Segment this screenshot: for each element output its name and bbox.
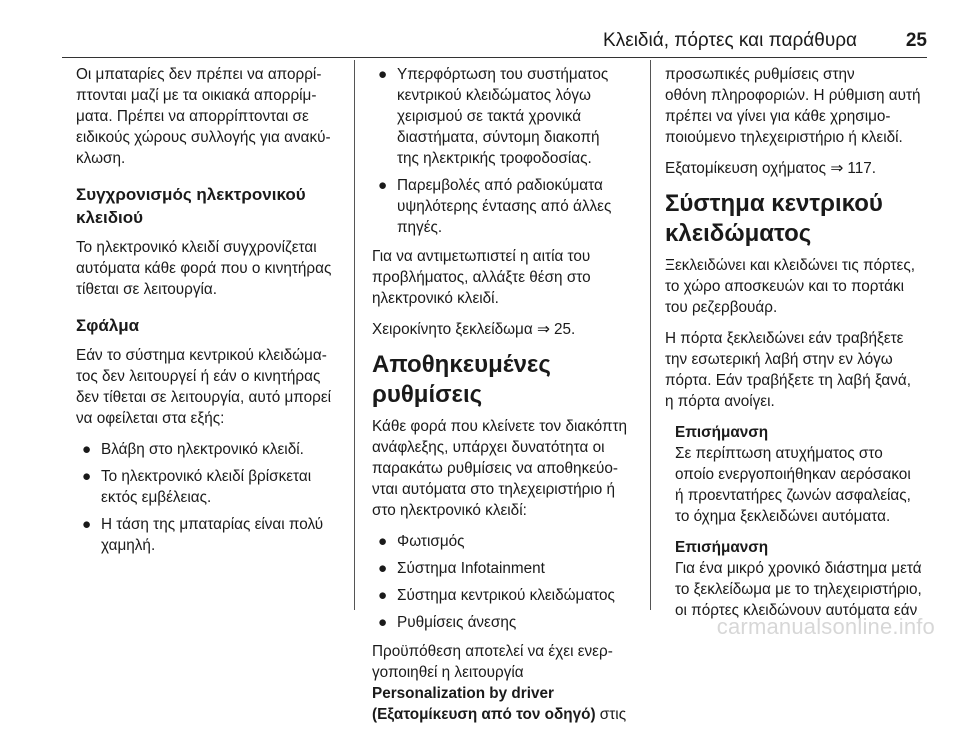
interference-list bbox=[372, 64, 638, 238]
list-item-text: Φωτισμός bbox=[397, 533, 465, 550]
bullet-icon: ● bbox=[378, 560, 388, 577]
section-heading-sync: Συγχρονισμός ηλεκτρονικού κλειδιού bbox=[76, 185, 306, 227]
manual-unlock-link[interactable]: Χειροκίνητο ξεκλείδωμα bbox=[372, 321, 533, 338]
list-item bbox=[372, 531, 638, 552]
watermark: carmanualsonline.info bbox=[716, 614, 935, 639]
page-number: 25 bbox=[905, 30, 927, 51]
column-1 bbox=[76, 64, 348, 564]
prerequisite-intro: Προϋπόθεση αποτελεί να έχει ενερ- γοποιηθεί η λειτουργία bbox=[372, 643, 613, 681]
column-3 bbox=[665, 64, 940, 631]
section-heading-fault: Σφάλμα bbox=[76, 316, 140, 335]
bullet-icon: ● bbox=[378, 66, 388, 83]
list-item bbox=[372, 64, 638, 169]
chapter-title: Κλειδιά, πόρτες και παράθυρα bbox=[603, 30, 857, 51]
list-item-text: Σύστημα κεντρικού κλειδώματος bbox=[397, 587, 615, 604]
section-heading-central-locking: Σύστημα κεντρικού κλειδώματος bbox=[665, 190, 883, 247]
fault-text: Εάν το σύστημα κεντρικού κλειδώμα- τος δεν λειτουργεί ή εάν ο κινητήρας δεν τίθεται σε λειτουργία, αυτό μπορεί να οφείλεται στα εξής: bbox=[76, 347, 332, 427]
column-divider bbox=[650, 60, 651, 610]
battery-disposal-text: Οι μπαταρίες δεν πρέπει να απορρί- πτονται μαζί με τα οικιακά απορρίμ- ματα. Πρέπει να απορρίπτονται σε ειδικούς χώρους συλλογής για ανακύ- κλωση. bbox=[76, 66, 331, 167]
bullet-icon: ● bbox=[82, 468, 92, 485]
column-divider bbox=[354, 60, 355, 610]
list-item-text: Παρεμβολές από ραδιοκύματα υψηλότερης έντασης από άλλες πηγές. bbox=[397, 177, 612, 236]
header-rule bbox=[62, 57, 927, 58]
list-item-text: Ρυθμίσεις άνεσης bbox=[397, 614, 517, 631]
list-item-text: Σύστημα Infotainment bbox=[397, 560, 545, 577]
continuation-text: προσωπικές ρυθμίσεις στην οθόνη πληροφοριών. Η ρύθμιση αυτή πρέπει να γίνει για κάθε χρησιμο- ποιούμενο τηλεχειριστήριο ή κλειδί. bbox=[665, 66, 921, 146]
central-locking-text: Ξεκλειδώνει και κλειδώνει τις πόρτες, το χώρο αποσκευών και το πορτάκι του ρεζερβουάρ. bbox=[665, 257, 915, 316]
page-header bbox=[0, 0, 960, 60]
fault-list bbox=[76, 439, 348, 556]
bullet-icon: ● bbox=[378, 587, 388, 604]
personalization-reference bbox=[665, 158, 940, 179]
personalization-link[interactable]: Εξατομίκευση οχήματος bbox=[665, 160, 827, 177]
bullet-icon: ● bbox=[378, 614, 388, 631]
list-item bbox=[372, 558, 638, 579]
bullet-icon: ● bbox=[378, 177, 388, 194]
bullet-icon: ● bbox=[82, 516, 92, 533]
note-airbag bbox=[665, 422, 940, 527]
list-item-text: Το ηλεκτρονικό κλειδί βρίσκεται εκτός εμβέλειας. bbox=[101, 468, 312, 506]
personalization-option-label: Personalization by driver (Εξατομίκευση από τον οδηγό) bbox=[372, 685, 596, 723]
sync-text: Το ηλεκτρονικό κλειδί συγχρονίζεται αυτόματα κάθε φορά που ο κινητήρας τίθεται σε λειτουργία. bbox=[76, 239, 332, 298]
list-item bbox=[76, 514, 348, 556]
page-ref-arrow-icon: ⇒ bbox=[830, 160, 844, 177]
prerequisite-text bbox=[372, 641, 638, 725]
list-item bbox=[372, 585, 638, 606]
list-item-text: Η τάση της μπαταρίας είναι πολύ χαμηλή. bbox=[101, 516, 324, 554]
manual-unlock-page[interactable]: 25. bbox=[554, 321, 576, 338]
note-text: Για ένα μικρό χρονικό διάστημα μετά το ξεκλείδωμα με το τηλεχειριστήριο, οι πόρτες κλειδώνουν αυτόματα εάν bbox=[675, 560, 922, 619]
bullet-icon: ● bbox=[378, 533, 388, 550]
section-heading-saved-settings: Αποθηκευμένες ρυθμίσεις bbox=[372, 351, 551, 408]
note-title: Επισήμανση bbox=[675, 539, 769, 556]
note-title: Επισήμανση bbox=[675, 424, 769, 441]
note-auto-relock bbox=[665, 537, 940, 621]
door-handle-text: Η πόρτα ξεκλειδώνει εάν τραβήξετε την εσωτερική λαβή στην εν λόγω πόρτα. Εάν τραβήξετε τη λαβή ξανά, η πόρτα ανοίγει. bbox=[665, 330, 911, 410]
page-ref-arrow-icon: ⇒ bbox=[536, 321, 550, 338]
saved-settings-text: Κάθε φορά που κλείνετε τον διακόπτη ανάφλεξης, υπάρχει δυνατότητα οι παρακάτω ρυθμίσεις να αποθηκεύο- νται αυτόματα στο τηλεχειριστήριο ή στο ηλεκτρονικό κλειδί: bbox=[372, 418, 628, 519]
bullet-icon: ● bbox=[82, 441, 92, 458]
personalization-page[interactable]: 117. bbox=[847, 160, 877, 177]
prerequisite-tail: στις bbox=[595, 706, 627, 723]
list-item bbox=[76, 439, 348, 460]
fix-text: Για να αντιμετωπιστεί η αιτία του προβλήματος, αλλάξτε θέση στο ηλεκτρονικό κλειδί. bbox=[372, 248, 591, 307]
list-item-text: Υπερφόρτωση του συστήματος κεντρικού κλειδώματος λόγω χειρισμού σε τακτά χρονικά διαστήματα, σύντομη διακοπή της ηλεκτρικής τροφοδοσίας. bbox=[397, 66, 609, 167]
list-item bbox=[76, 466, 348, 508]
list-item bbox=[372, 175, 638, 238]
note-text: Σε περίπτωση ατυχήματος στο οποίο ενεργοποιήθηκαν αερόσακοι ή προεντατήρες ζωνών ασφαλείας, το όχημα ξεκλειδώνει αυτόματα. bbox=[675, 445, 911, 525]
list-item-text: Βλάβη στο ηλεκτρονικό κλειδί. bbox=[101, 441, 304, 458]
manual-unlock-reference bbox=[372, 319, 638, 340]
